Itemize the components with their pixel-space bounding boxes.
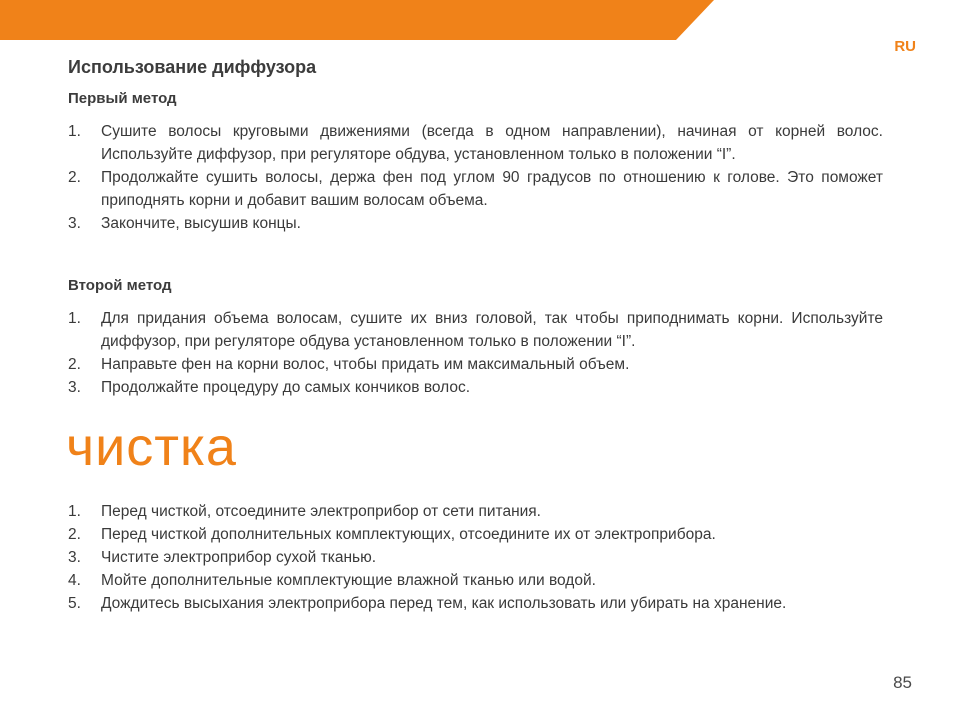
list-item bbox=[68, 376, 883, 399]
item-number: 4. bbox=[68, 572, 81, 589]
item-text: Чистите электроприбор сухой тканью. bbox=[101, 549, 377, 566]
list-item bbox=[68, 523, 883, 546]
item-number: 1. bbox=[68, 123, 81, 140]
method1-list bbox=[68, 120, 883, 235]
language-label: RU bbox=[894, 38, 916, 55]
item-number: 3. bbox=[68, 549, 81, 566]
page-number: 85 bbox=[893, 673, 912, 692]
item-number: 5. bbox=[68, 595, 81, 612]
cleaning-title: чистка bbox=[66, 417, 237, 477]
item-text: Сушите волосы круговыми движениями (всегда в одном направлении), начиная от корней волос. Используйте диффузор, при регуляторе обдува, установленном только в положении “I”. bbox=[101, 123, 883, 163]
item-number: 2. bbox=[68, 356, 81, 373]
list-item bbox=[68, 592, 883, 615]
section-heading: Использование диффузора bbox=[68, 57, 317, 77]
list-item bbox=[68, 212, 883, 235]
list-item bbox=[68, 353, 883, 376]
method2-list bbox=[68, 307, 883, 399]
list-item bbox=[68, 166, 883, 212]
item-text: Дождитесь высыхания электроприбора перед тем, как использовать или убирать на хранение. bbox=[101, 595, 787, 612]
item-text: Продолжайте процедуру до самых кончиков волос. bbox=[101, 379, 471, 396]
cleaning-list bbox=[68, 500, 883, 615]
list-item bbox=[68, 546, 883, 569]
item-number: 2. bbox=[68, 526, 81, 543]
item-number: 3. bbox=[68, 215, 81, 232]
method1-title: Первый метод bbox=[68, 90, 177, 107]
item-number: 3. bbox=[68, 379, 81, 396]
method2-title: Второй метод bbox=[68, 277, 172, 294]
item-text: Для придания объема волосам, сушите их вниз головой, так чтобы приподнимать корни. Используйте диффузор, при регуляторе обдува установленном только в положении “I”. bbox=[101, 310, 883, 350]
item-text: Закончите, высушив концы. bbox=[101, 215, 301, 232]
list-item bbox=[68, 569, 883, 592]
item-text: Направьте фен на корни волос, чтобы придать им максимальный объем. bbox=[101, 356, 630, 373]
item-text: Продолжайте сушить волосы, держа фен под углом 90 градусов по отношению к голове. Это поможет приподнять корни и добавит вашим волосам объема. bbox=[101, 169, 883, 209]
list-item bbox=[68, 307, 883, 353]
item-text: Перед чисткой, отсоедините электроприбор от сети питания. bbox=[101, 503, 541, 520]
item-text: Мойте дополнительные комплектующие влажной тканью или водой. bbox=[101, 572, 596, 589]
list-item bbox=[68, 500, 883, 523]
header-accent-bar bbox=[0, 0, 714, 40]
item-text: Перед чисткой дополнительных комплектующих, отсоедините их от электроприбора. bbox=[101, 526, 716, 543]
item-number: 1. bbox=[68, 310, 81, 327]
item-number: 1. bbox=[68, 503, 81, 520]
list-item bbox=[68, 120, 883, 166]
item-number: 2. bbox=[68, 169, 81, 186]
